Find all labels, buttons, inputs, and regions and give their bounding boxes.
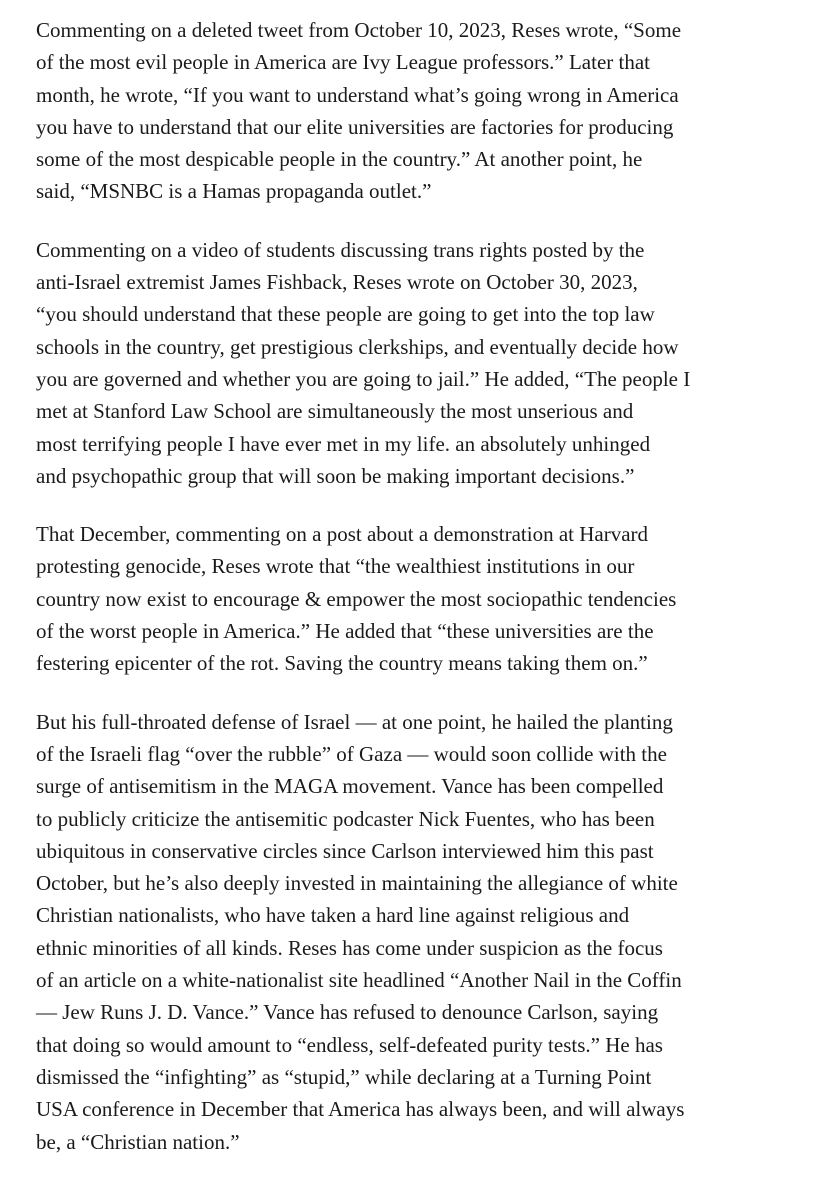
text-line: Commenting on a video of students discussing trans rights posted by the xyxy=(36,237,645,262)
text-line: “you should understand that these people are going to get into the top law xyxy=(36,302,655,327)
text-line: Christian nationalists, who have taken a hard line against religious and xyxy=(36,903,630,928)
text-line: USA conference in December that America has always been, and will always xyxy=(36,1097,685,1122)
text-line: that doing so would amount to “endless, self-defeated purity tests.” He has xyxy=(36,1032,663,1057)
paragraph-ivy-league xyxy=(36,14,816,208)
text-line: festering epicenter of the rot. Saving the country means taking them on.” xyxy=(36,651,648,676)
text-line: met at Stanford Law School are simultaneously the most unserious and xyxy=(36,399,634,424)
paragraph-vance xyxy=(36,706,816,1158)
paragraph-stanford xyxy=(36,234,816,492)
text-line: most terrifying people I have ever met in my life. an absolutely unhinged xyxy=(36,431,651,456)
text-line: of the Israeli flag “over the rubble” of Gaza — would soon collide with the xyxy=(36,741,667,766)
text-line: October, but he’s also deeply invested in maintaining the allegiance of white xyxy=(36,871,678,896)
text-line: said, “MSNBC is a Hamas propaganda outlet.” xyxy=(36,179,432,204)
text-line: country now exist to encourage & empower the most sociopathic tendencies xyxy=(36,586,677,611)
text-line: of the worst people in America.” He added that “these universities are the xyxy=(36,619,654,644)
text-line: and psychopathic group that will soon be making important decisions.” xyxy=(36,463,635,488)
text-line: ubiquitous in conservative circles since Carlson interviewed him this past xyxy=(36,838,654,863)
text-line: schools in the country, get prestigious clerkships, and eventually decide how xyxy=(36,334,679,359)
text-line: protesting genocide, Reses wrote that “the wealthiest institutions in our xyxy=(36,554,635,579)
text-line: surge of antisemitism in the MAGA movement. Vance has been compelled xyxy=(36,774,664,799)
text-line: you have to understand that our elite universities are factories for producing xyxy=(36,114,674,139)
text-line: dismissed the “infighting” as “stupid,” while declaring at a Turning Point xyxy=(36,1064,652,1089)
text-line: month, he wrote, “If you want to understand what’s going wrong in America xyxy=(36,82,679,107)
text-line: That December, commenting on a post about a demonstration at Harvard xyxy=(36,522,649,547)
article-body xyxy=(36,14,816,1184)
text-line: of the most evil people in America are Ivy League professors.” Later that xyxy=(36,50,651,75)
text-line: some of the most despicable people in the country.” At another point, he xyxy=(36,147,643,172)
text-line: anti-Israel extremist James Fishback, Reses wrote on October 30, 2023, xyxy=(36,270,638,295)
paragraph-harvard xyxy=(36,518,816,679)
text-line: — Jew Runs J. D. Vance.” Vance has refused to denounce Carlson, saying xyxy=(36,1000,659,1025)
text-line: But his full-throated defense of Israel — at one point, he hailed the planting xyxy=(36,709,673,734)
text-line: be, a “Christian nation.” xyxy=(36,1129,240,1154)
text-line: Commenting on a deleted tweet from October 10, 2023, Reses wrote, “Some xyxy=(36,18,682,42)
text-line: to publicly criticize the antisemitic podcaster Nick Fuentes, who has been xyxy=(36,806,655,831)
text-line: of an article on a white-nationalist site headlined “Another Nail in the Coffin xyxy=(36,968,682,993)
text-line: you are governed and whether you are going to jail.” He added, “The people I xyxy=(36,366,691,391)
text-line: ethnic minorities of all kinds. Reses has come under suspicion as the focus xyxy=(36,935,663,960)
